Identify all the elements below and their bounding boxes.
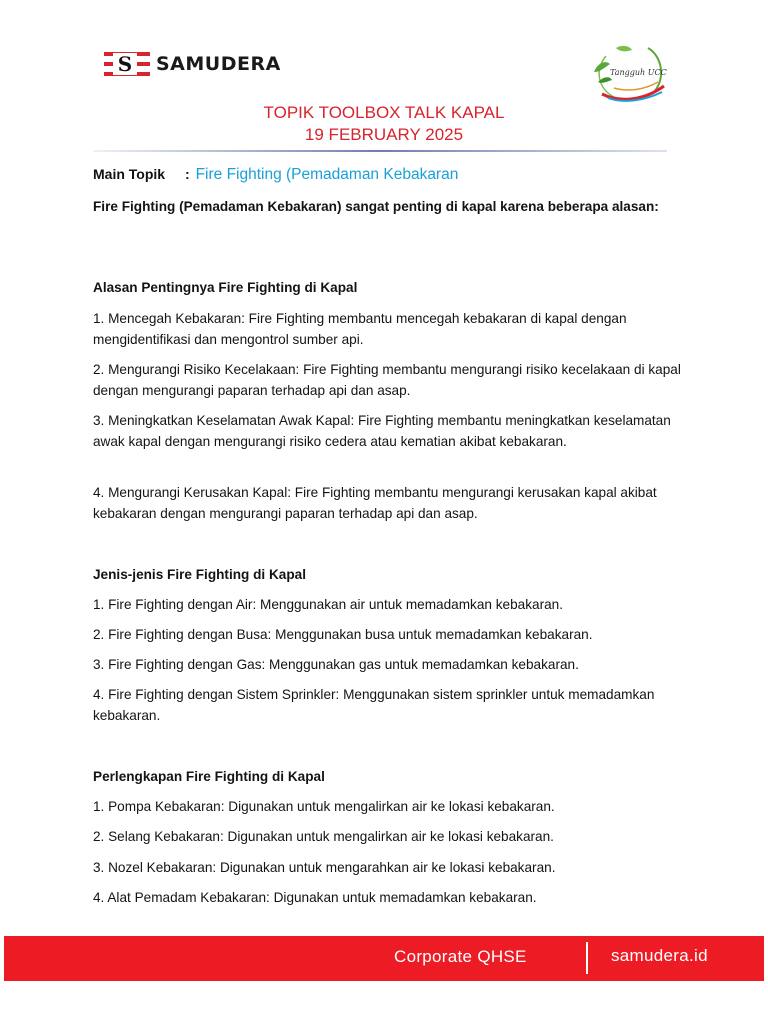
- list-item: 1. Pompa Kebakaran: Digunakan untuk mengalirkan air ke lokasi kebakaran.: [93, 799, 555, 814]
- list-item: 4. Mengurangi Kerusakan Kapal: Fire Fighting membantu mengurangi kerusakan kapal akibat kebakaran dengan mengurangi paparan terhadap api dan asap.: [93, 485, 657, 521]
- badge-text: Tangguh UCC: [610, 68, 667, 77]
- footer-department: Corporate QHSE: [394, 947, 527, 966]
- main-topic-colon: :: [185, 166, 190, 182]
- tangguh-ucc-badge-icon: [588, 42, 670, 106]
- main-topic-value: Fire Fighting (Pemadaman Kebakaran: [195, 166, 459, 183]
- intro-paragraph: Fire Fighting (Pemadaman Kebakaran) sangat penting di kapal karena beberapa alasan:: [93, 199, 659, 214]
- footer-website: samudera.id: [611, 946, 708, 965]
- document-title: TOPIK TOOLBOX TALK KAPAL: [263, 103, 505, 122]
- main-topic-label: Main Topik: [93, 166, 166, 182]
- main-topic: [93, 164, 458, 185]
- footer-divider: [586, 942, 588, 974]
- section-heading: Perlengkapan Fire Fighting di Kapal: [93, 769, 325, 784]
- samudera-logo: [104, 50, 281, 78]
- list-item: 2. Fire Fighting dengan Busa: Menggunakan busa untuk memadamkan kebakaran.: [93, 627, 593, 642]
- list-item: 1. Fire Fighting dengan Air: Menggunakan air untuk memadamkan kebakaran.: [93, 597, 564, 612]
- list-item: 3. Fire Fighting dengan Gas: Menggunakan gas untuk memadamkan kebakaran.: [93, 657, 579, 672]
- document-date: 19 FEBRUARY 2025: [304, 125, 464, 144]
- section-heading: Jenis-jenis Fire Fighting di Kapal: [93, 567, 306, 582]
- brand-name: SAMUDERA: [156, 53, 281, 75]
- list-item: 1. Mencegah Kebakaran: Fire Fighting membantu mencegah kebakaran di kapal dengan mengidentifikasi dan mengontrol sumber api.: [93, 311, 627, 347]
- list-item: 4. Fire Fighting dengan Sistem Sprinkler: Menggunakan sistem sprinkler untuk memadamkan kebakaran.: [93, 687, 655, 723]
- list-item: 2. Selang Kebakaran: Digunakan untuk mengalirkan air ke lokasi kebakaran.: [93, 829, 554, 844]
- header-divider: [93, 150, 667, 152]
- list-item: 2. Mengurangi Risiko Kecelakaan: Fire Fighting membantu mengurangi risiko kecelakaan di kapal dengan mengurangi paparan terhadap api dan asap.: [93, 362, 681, 398]
- logo-letter: S: [117, 52, 133, 76]
- section-heading: Alasan Pentingnya Fire Fighting di Kapal: [93, 280, 358, 295]
- list-item: 4. Alat Pemadam Kebakaran: Digunakan untuk memadamkan kebakaran.: [93, 890, 537, 905]
- list-item: 3. Nozel Kebakaran: Digunakan untuk mengarahkan air ke lokasi kebakaran.: [93, 860, 556, 875]
- samudera-logo-icon: [104, 51, 150, 77]
- footer-bar: [4, 936, 764, 981]
- list-item: 3. Meningkatkan Keselamatan Awak Kapal: Fire Fighting membantu meningkatkan keselamatan awak kapal dengan mengurangi risiko cedera atau kematian akibat kebakaran.: [93, 413, 671, 449]
